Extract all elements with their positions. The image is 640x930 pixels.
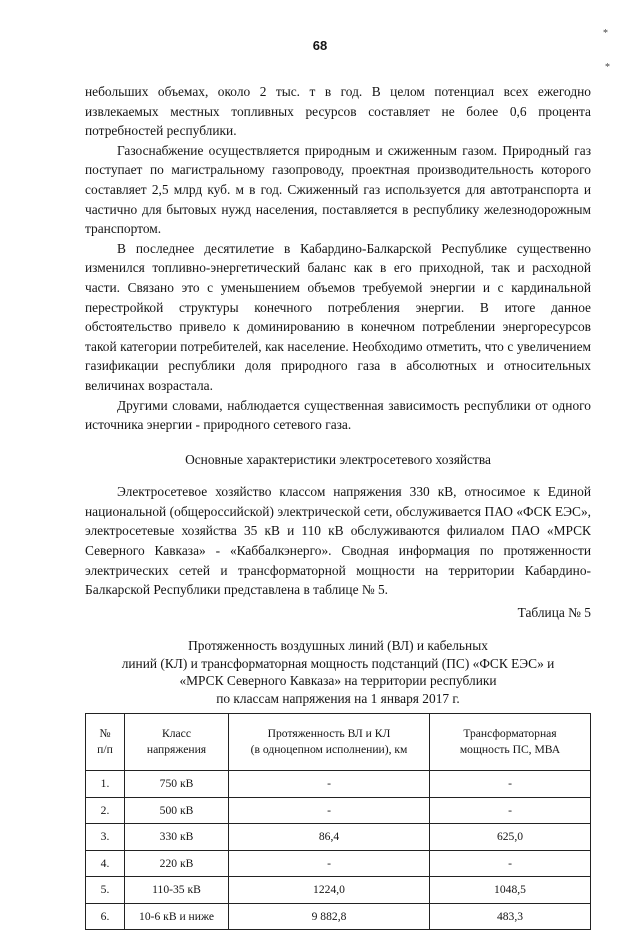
table-title-line: Протяженность воздушных линий (ВЛ) и кабельных <box>188 638 488 654</box>
cell-number: 4. <box>86 850 125 877</box>
cell-voltage-class: 330 кВ <box>125 824 229 851</box>
paragraph-continuation: небольших объемах, около 2 тыс. т в год. В целом потенциал всех ежегодно извлекаемых местных топливных ресурсов составляет не более 0,6 процента потребностей республики. <box>85 84 591 139</box>
table-caption: Таблица № 5 <box>517 604 591 620</box>
header-transformer-capacity: Трансформаторная мощность ПС, МВА <box>430 714 591 771</box>
cell-voltage-class: 500 кВ <box>125 797 229 824</box>
cell-voltage-class: 110-35 кВ <box>125 877 229 904</box>
header-number: № п/п <box>86 714 125 771</box>
cell-line-length: - <box>229 797 430 824</box>
cell-voltage-class: 10-6 кВ и ниже <box>125 903 229 930</box>
cell-line-length: 9 882,8 <box>229 903 430 930</box>
document-body <box>85 82 591 930</box>
table-title-line: линий (КЛ) и трансформаторная мощность подстанций (ПС) «ФСК ЕЭС» и <box>121 655 555 671</box>
paragraph-gas-supply: Газоснабжение осуществляется природным и сжиженным газом. Природный газ поступает по магистральному газопроводу, проектная производительность которого составляет 2,5 млрд куб. м в год. Сжиженный газ используется для автотранспорта и частично для бытовых нужд населения, поставляется в республику железнодорожным транспортом. <box>85 142 591 237</box>
table-title <box>85 637 591 707</box>
paragraph-gas-dependence: Другими словами, наблюдается существенная зависимость республики от одного источника энергии - природного сетевого газа. <box>85 397 591 433</box>
cell-transformer-capacity: 625,0 <box>430 824 591 851</box>
table-row <box>86 797 591 824</box>
table-row <box>86 824 591 851</box>
header-voltage-class: Класс напряжения <box>125 714 229 771</box>
cell-number: 3. <box>86 824 125 851</box>
cell-transformer-capacity: 1048,5 <box>430 877 591 904</box>
table-row <box>86 771 591 798</box>
cell-transformer-capacity: - <box>430 771 591 798</box>
table-title-line: по классам напряжения на 1 января 2017 г. <box>216 690 460 706</box>
cell-transformer-capacity: 483,3 <box>430 903 591 930</box>
margin-mark: * <box>605 62 610 73</box>
table-header-row <box>86 714 591 771</box>
cell-transformer-capacity: - <box>430 850 591 877</box>
cell-line-length: 1224,0 <box>229 877 430 904</box>
cell-line-length: - <box>229 771 430 798</box>
section-heading: Основные характеристики электросетевого хозяйства <box>185 451 491 467</box>
margin-mark: * <box>603 28 608 39</box>
cell-number: 5. <box>86 877 125 904</box>
cell-number: 6. <box>86 903 125 930</box>
cell-voltage-class: 220 кВ <box>125 850 229 877</box>
paragraph-grid-overview: Электросетевое хозяйство классом напряжения 330 кВ, относимое к Единой национальной (общероссийской) электрической сети, обслуживается ПАО «ФСК ЕЭС», электросетевые хозяйства 35 кВ и 110 кВ обслуживаются филиалом ПАО «МРСК Северного Кавказа» - «Каббалкэнерго». Сводная информация по протяженности электрических сетей и трансформаторной мощности на территории Кабардино-Балкарской Республики представлена в таблице № 5. <box>85 484 591 598</box>
cell-number: 1. <box>86 771 125 798</box>
table-row <box>86 877 591 904</box>
page-number: 68 <box>312 38 328 53</box>
paragraph-energy-balance: В последнее десятилетие в Кабардино-Балкарской Республике существенно изменился топливно-энергетический баланс как в его приходной, так и расходной части. Связано это с уменьшением объемов требуемой энергии и с кардинальной перестройкой структуры конечного потребления энергии. В итоге данное обстоятельство привело к доминированию в конечном потреблении энергоресурсов такой категории потребителей, как население. Необходимо отметить, что с увеличением газификации республики доля природного газа в абсолютных и относительных величинах возрастала. <box>85 240 591 393</box>
grid-capacity-table <box>85 713 591 930</box>
table-row <box>86 850 591 877</box>
cell-line-length: - <box>229 850 430 877</box>
cell-transformer-capacity: - <box>430 797 591 824</box>
header-line-length: Протяженность ВЛ и КЛ (в одноцепном исполнении), км <box>229 714 430 771</box>
table-title-line: «МРСК Северного Кавказа» на территории республики <box>179 673 497 689</box>
cell-voltage-class: 750 кВ <box>125 771 229 798</box>
cell-line-length: 86,4 <box>229 824 430 851</box>
table-row <box>86 903 591 930</box>
cell-number: 2. <box>86 797 125 824</box>
